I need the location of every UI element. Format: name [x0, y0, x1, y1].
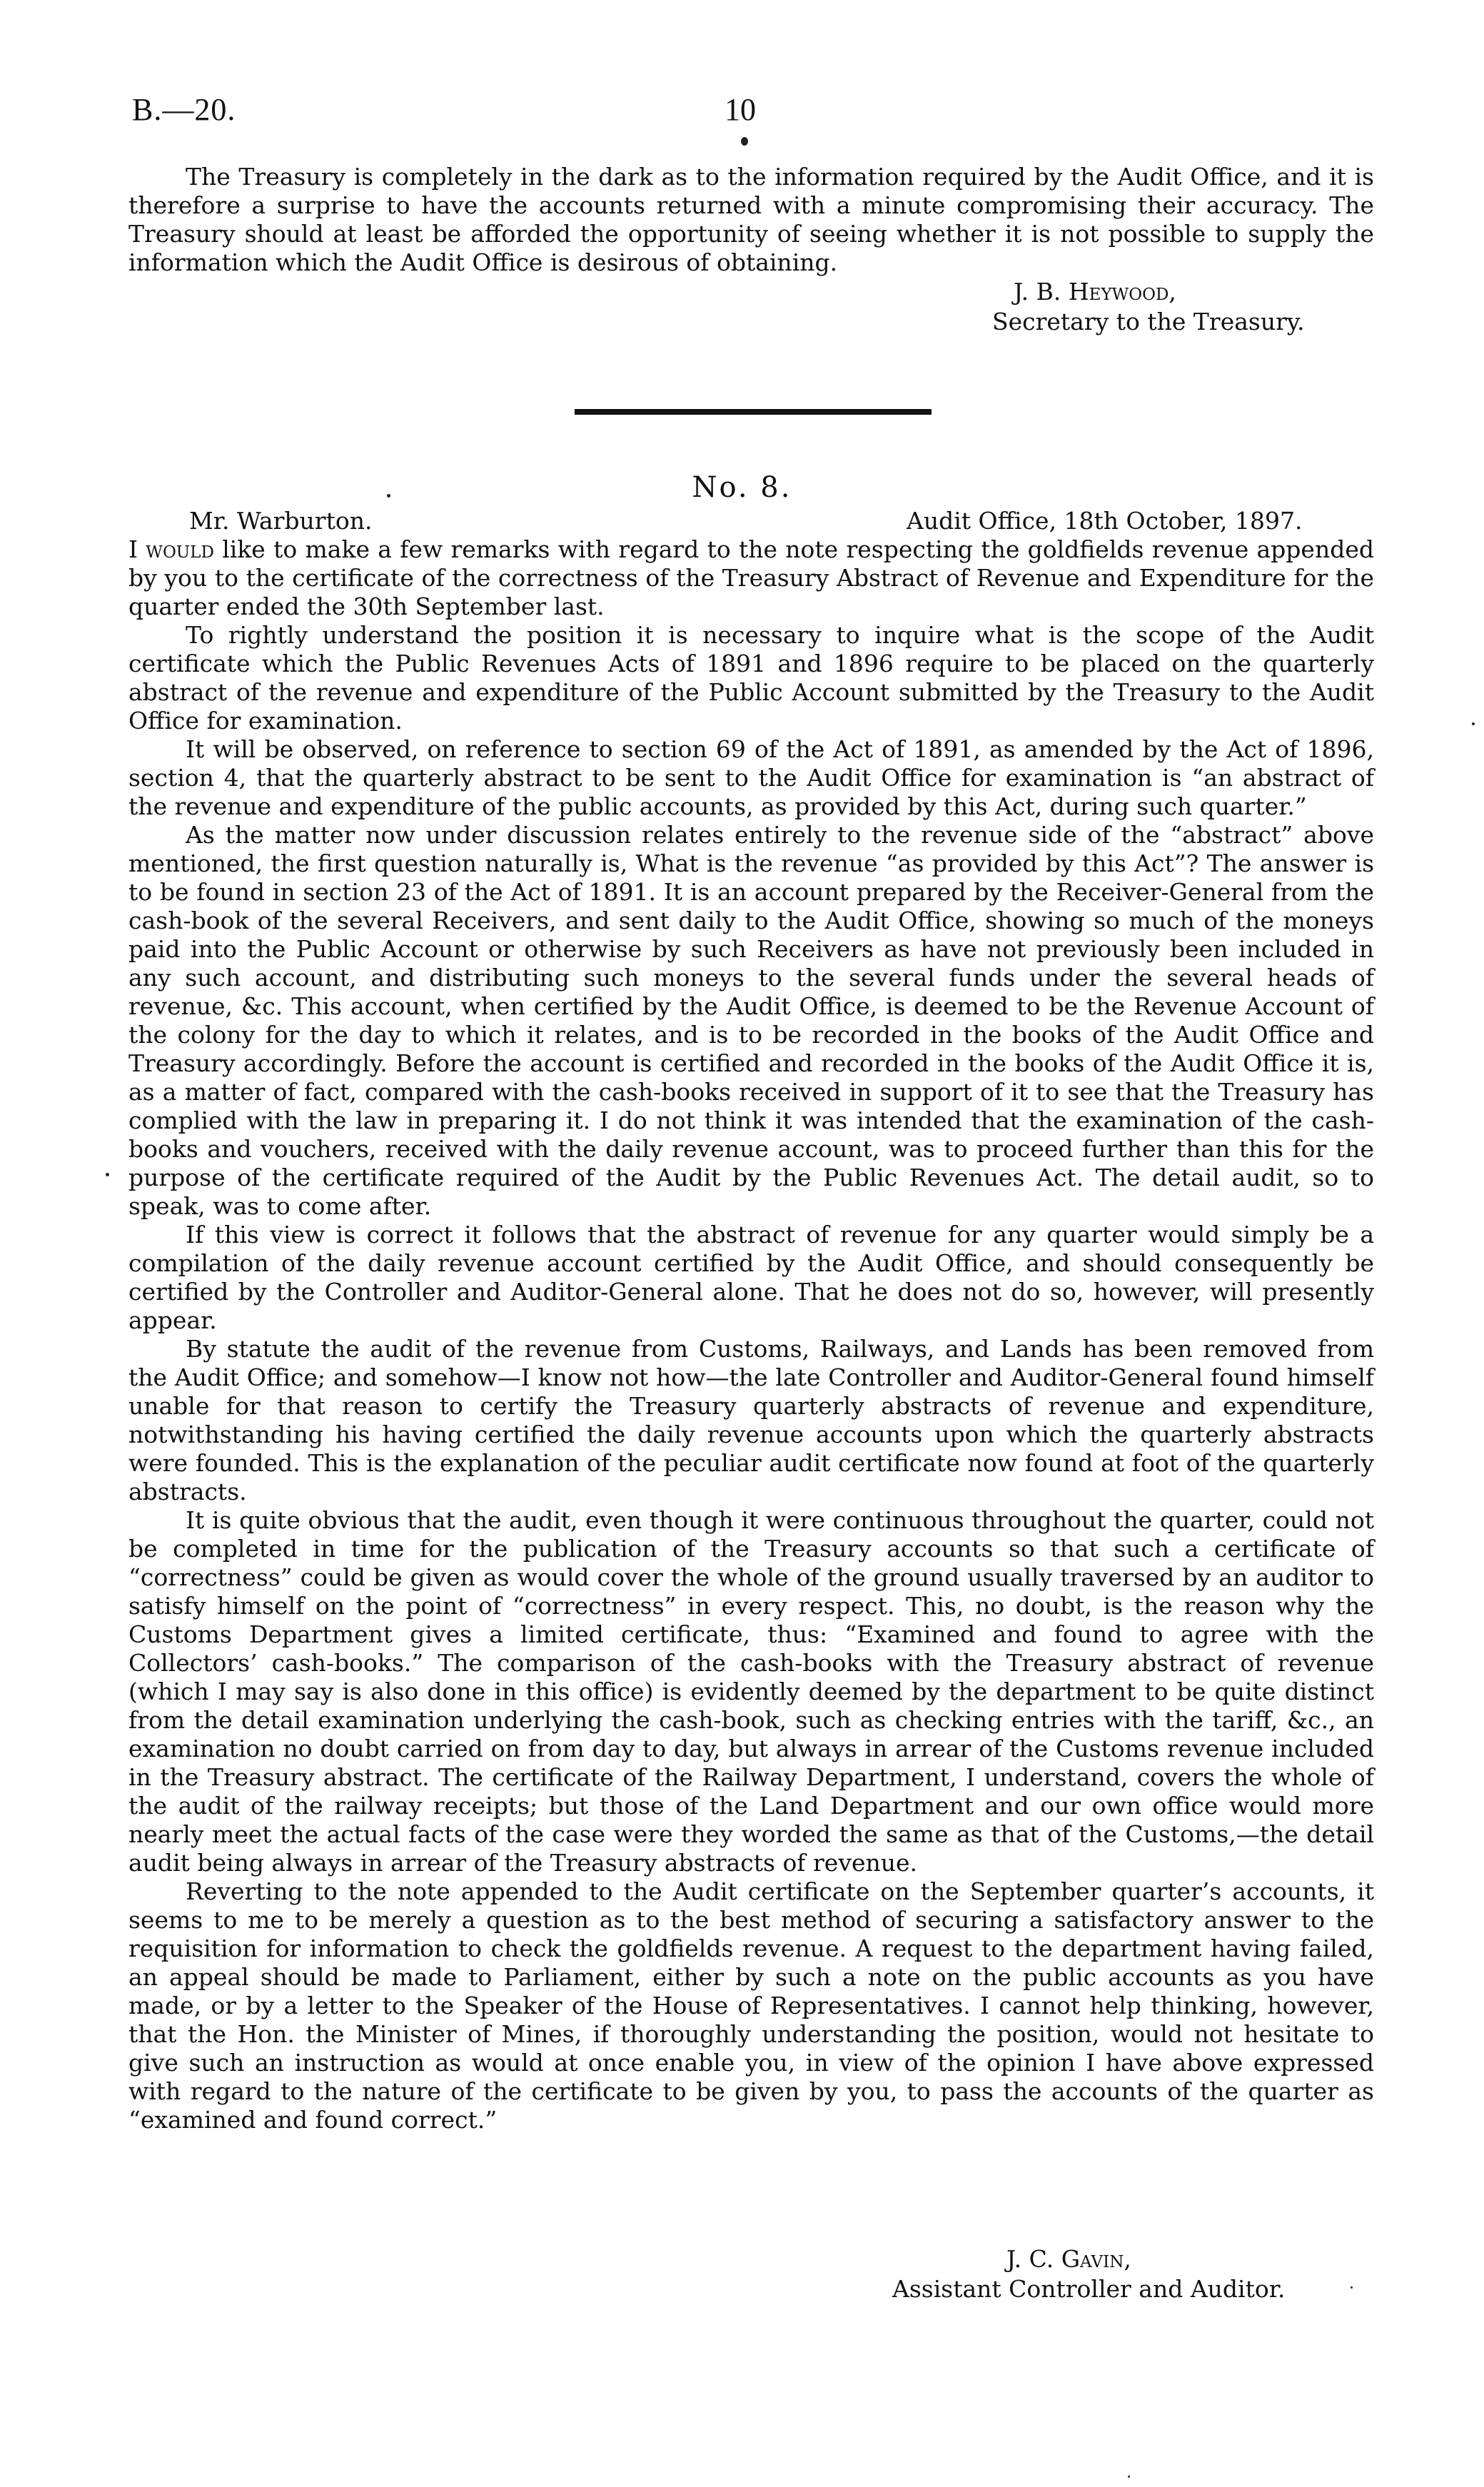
- audit-signature-name: J. C. Gavin,: [1006, 2245, 1131, 2273]
- audit-letter-paragraph: By statute the audit of the revenue from Customs, Railways, and Lands has been removed from the Audit Office; and somehow—I know not how—the late Controller and Auditor-General found himself unable for that reason to certify the Treasury quarterly abstracts of revenue and expenditure, notwithstanding his having certified the daily revenue accounts upon which the quarterly abstracts were founded. This is the explanation of the peculiar audit certificate now found at foot of the quarterly abstracts.: [128, 1335, 1374, 1505]
- audit-letter-paragraph: [128, 535, 1374, 621]
- paragraph-text: like to make a few remarks with regard to the note respecting the goldfields revenue appended by you to the certificate of the correctness of the Treasury Abstract of Revenue and Expenditure for the quarter ended the 30th September last.: [128, 535, 1374, 620]
- audit-letter-paragraph: It is quite obvious that the audit, even though it were continuous throughout the quarter, could not be completed in time for the publication of the Treasury accounts so that such a certificate of “correctness” could be given as would cover the whole of the ground usually traversed by an auditor to satisfy himself on the point of “correctness” in every respect. This, no doubt, is the reason why the Customs Department gives a limited certificate, thus: “Examined and found to agree with the Collectors’ cash-books.” The comparison of the cash-books with the Treasury abstract of revenue (which I may say is also done in this office) is evidently deemed by the department to be quite distinct from the detail examination underlying the cash-book, such as checking entries with the tariff, &c., an examination no doubt carried on from day to day, but always in arrear of the Customs revenue included in the Treasury abstract. The certificate of the Railway Department, I understand, covers the whole of the audit of the railway receipts; but those of the Land Department and our own office would more nearly meet the actual facts of the case were they worded the same as that of the Customs,—the detail audit being always in arrear of the Treasury abstracts of revenue.: [128, 1506, 1374, 1877]
- treasury-letter-paragraph: The Treasury is completely in the dark as to the information required by the Audit Office, and it is therefore a surprise to have the accounts returned with a minute compromising their accuracy. The Treasury should at least be afforded the opportunity of seeing whether it is not possible to supply the information which the Audit Office is desirous of obtaining.: [128, 163, 1374, 276]
- addressee: Mr. Warburton.: [189, 507, 373, 535]
- place-and-date: Audit Office, 18th October, 1897.: [907, 507, 1303, 535]
- page-header: [132, 91, 1374, 134]
- letter-number-heading: No. 8.: [692, 471, 792, 504]
- audit-letter-paragraph: It will be observed, on reference to section 69 of the Act of 1891, as amended by the Act of 1896, section 4, that the quarterly abstract to be sent to the Audit Office for examination is “an abstract of the revenue and expenditure of the public accounts, as provided by this Act, during such quarter.”: [128, 735, 1374, 820]
- treasury-letter-body: [128, 163, 1374, 277]
- print-speck: [1472, 722, 1475, 725]
- audit-letter-paragraph: Reverting to the note appended to the Audit certificate on the September quarter’s accounts, it seems to me to be merely a question as to the best method of securing a satisfactory answer to the requisition for information to check the goldfields revenue. A request to the department having failed, an appeal should be made to Parliament, either by such a note on the public accounts as you have made, or by a letter to the Speaker of the House of Representatives. I cannot help thinking, however, that the Hon. the Minister of Mines, if thoroughly understanding the position, would not hesitate to give such an instruction as would at once enable you, in view of the opinion I have above expressed with regard to the nature of the certificate to be given by you, to pass the accounts of the quarter as “examined and found correct.”: [128, 1877, 1374, 2134]
- audit-letter-paragraph: If this view is correct it follows that the abstract of revenue for any quarter would simply be a compilation of the daily revenue account certified by the Audit Office, and should consequently be certified by the Controller and Auditor-General alone. That he does not do so, however, will presently appear.: [128, 1221, 1374, 1334]
- treasury-signature-name: J. B. Heywood,: [1014, 278, 1176, 306]
- audit-letter-paragraph: To rightly understand the position it is necessary to inquire what is the scope of the Audit certificate which the Public Revenues Acts of 1891 and 1896 require to be placed on the quarterly abstract of the revenue and expenditure of the Public Account submitted by the Treasury to the Audit Office for examination.: [128, 621, 1374, 735]
- print-speck: [741, 137, 748, 146]
- audit-letter-body: [128, 535, 1374, 2134]
- page-number: 10: [725, 92, 756, 127]
- print-speck: [1128, 2476, 1130, 2478]
- print-speck: [1351, 2286, 1353, 2289]
- print-speck: [106, 1173, 109, 1176]
- treasury-signature-title: Secretary to the Treasury.: [992, 308, 1305, 336]
- opening-word: I would: [128, 535, 214, 563]
- audit-letter-paragraph: As the matter now under discussion relates entirely to the revenue side of the “abstract” above mentioned, the first question naturally is, What is the revenue “as provided by this Act”? The answer is to be found in section 23 of the Act of 1891. It is an account prepared by the Receiver-General from the cash-book of the several Receivers, and sent daily to the Audit Office, showing so much of the moneys paid into the Public Account or otherwise by such Receivers as have not previously been included in any such account, and distributing such moneys to the several funds under the several heads of revenue, &c. This account, when certified by the Audit Office, is deemed to be the Revenue Account of the colony for the day to which it relates, and is to be recorded in the books of the Audit Office and Treasury accordingly. Before the account is certified and recorded in the books of the Audit Office it is, as a matter of fact, compared with the cash-books received in support of it to see that the Treasury has complied with the law in preparing it. I do not think it was intended that the examination of the cash-books and vouchers, received with the daily revenue account, was to proceed further than this for the purpose of the certificate required of the Audit by the Public Revenues Act. The detail audit, so to speak, was to come after.: [128, 821, 1374, 1220]
- document-reference: B.—20.: [132, 92, 236, 127]
- audit-signature-title: Assistant Controller and Auditor.: [892, 2275, 1286, 2303]
- section-divider: [575, 409, 932, 415]
